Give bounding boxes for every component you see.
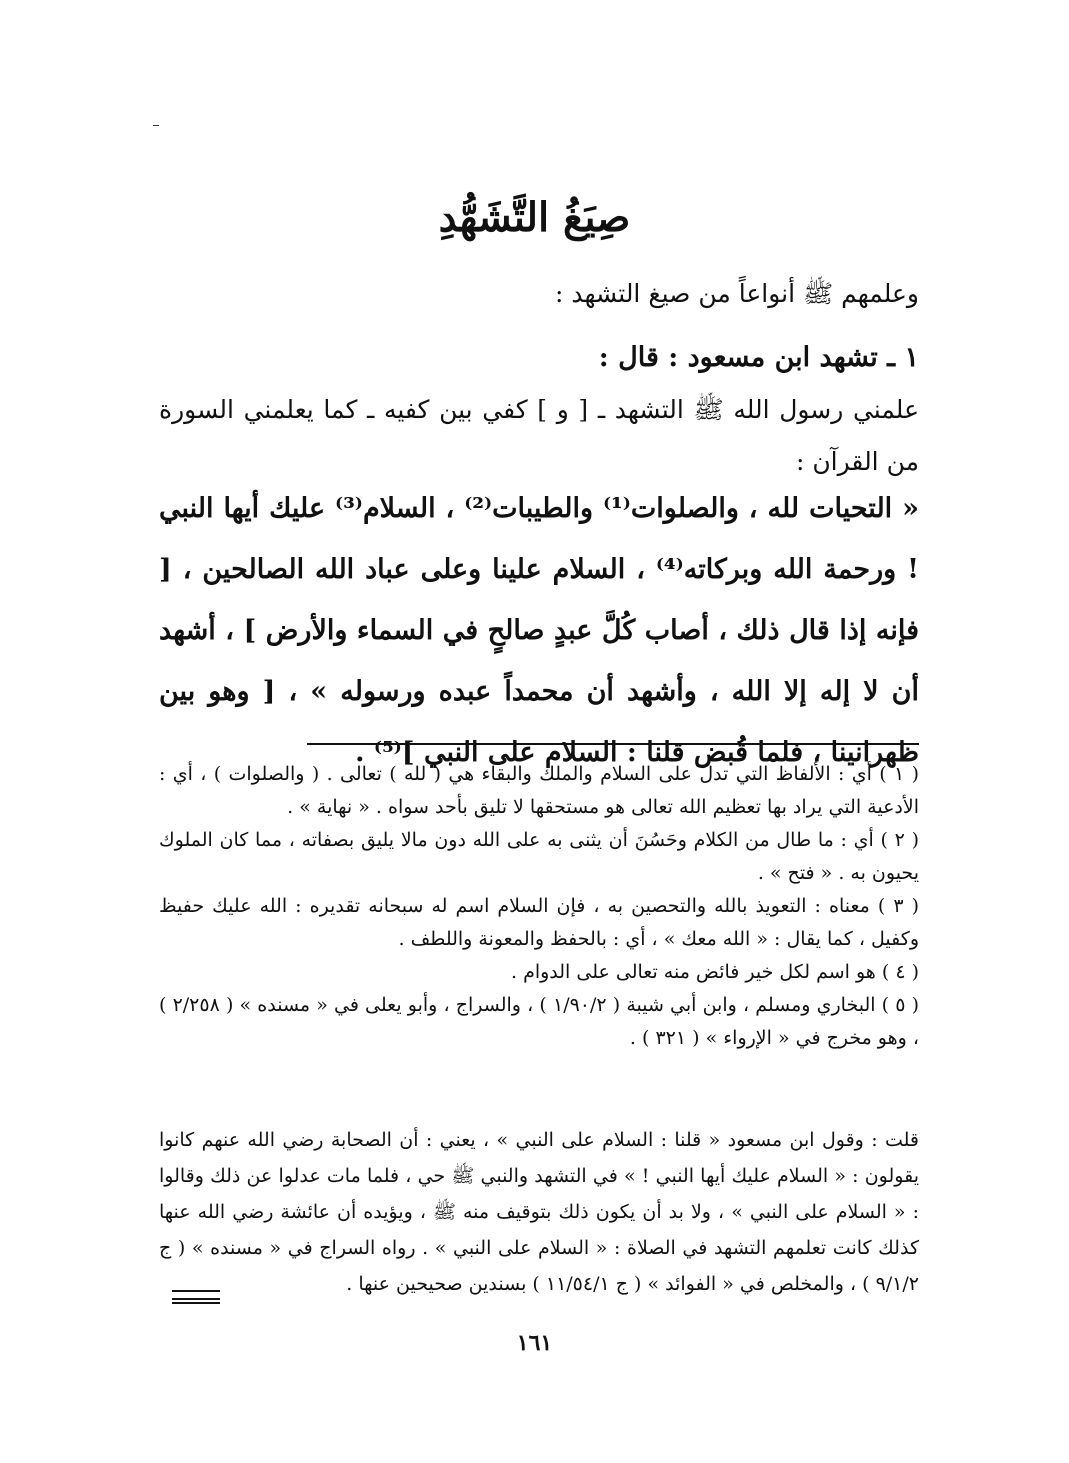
footnote-divider xyxy=(307,743,919,745)
scan-speck xyxy=(153,125,159,126)
footnote-1: ( ١ ) أي : الألفاظ التي تدل على السلام والملك والبقاء هي ( لله ) تعالى . ( والصلوات ) ، أي : الأدعية التي يراد بها تعظيم الله تعالى هو مستحقها لا تليق بأحد سواه . « نهاية » . xyxy=(159,763,919,818)
footnote-2: ( ٢ ) أي : ما طال من الكلام وحَسُنَ أن يثنى به على الله دون مالا يليق بصفاته ، مما كان الملوك يحيون به . « فتح » . xyxy=(159,829,920,884)
footnotes xyxy=(159,758,919,1055)
tashahhud-text: « التحيات لله ، والصلوات⁽¹⁾ والطيبات⁽²⁾ ، السلام⁽³⁾ عليك أيها النبي ! ورحمة الله وبركاته⁽⁴⁾ ، السلام علينا وعلى عباد الله الصالحين ، [ فإنه إذا قال ذلك ، أصاب كُلَّ عبدٍ صالحٍ في السماء والأرض ] ، أشهد أن لا إله إلا الله ، وأشهد أن محمداً عبده ورسوله » ، [ وهو بين ظهرانينا ، فلما قُبض قلنا : السلام على النبي ]⁽⁵⁾ . xyxy=(159,493,919,768)
footnote-4: ( ٤ ) هو اسم لكل خير فائض منه تعالى على الدوام . xyxy=(511,961,919,983)
end-rule-second xyxy=(172,1302,220,1304)
commentary-text: قلت : وقول ابن مسعود « قلنا : السلام على النبي » ، يعني : أن الصحابة رضي الله عنهم كانوا يقولون : « السلام عليك أيها النبي ! » في التشهد والنبي ﷺ حي ، فلما مات عدلوا عن ذلك وقالوا : « السلام على النبي » ، ولا بد أن يكون ذلك بتوقيف منه ﷺ ، ويؤيده أن عائشة رضي الله عنها كذلك كانت تعلمهم التشهد في الصلاة : « السلام على النبي » . رواه السراج في « مسنده » ( ج ٩/١/٢ ) ، والمخلص في « الفوائد » ( ج ١١/٥٤/١ ) بسندين صحيحين عنها . xyxy=(159,1129,919,1295)
page-number: ١٦١ xyxy=(516,1330,553,1356)
section-heading: ١ ـ تشهد ابن مسعود : قال : xyxy=(598,342,919,373)
footnote-3: ( ٣ ) معناه : التعويذ بالله والتحصين به ، فإن السلام اسم له سبحانه تقديره : الله عليك حفيظ وكفيل ، كما يقال : « الله معك » ، أي : بالحفظ والمعونة واللطف . xyxy=(159,895,920,950)
narration-text: علمني رسول الله ﷺ التشهد ـ [ و ] كفي بين كفيه ـ كما يعلمني السورة من القرآن : xyxy=(159,395,919,476)
end-rule xyxy=(172,1290,220,1300)
footnote-5: ( ٥ ) البخاري ومسلم ، وابن أبي شيبة ( ١/٩٠/٢ ) ، والسراج ، وأبو يعلى في « مسنده » ( ٢/٢٥٨ ) ، وهو مخرج في « الإرواء » ( ٣٢١ ) . xyxy=(159,994,919,1049)
intro-line: وعلمهم ﷺ أنواعاً من صيغ التشهد : xyxy=(554,279,919,308)
chapter-title: صِيَغُ التَّشَهُّدِ xyxy=(438,194,631,241)
